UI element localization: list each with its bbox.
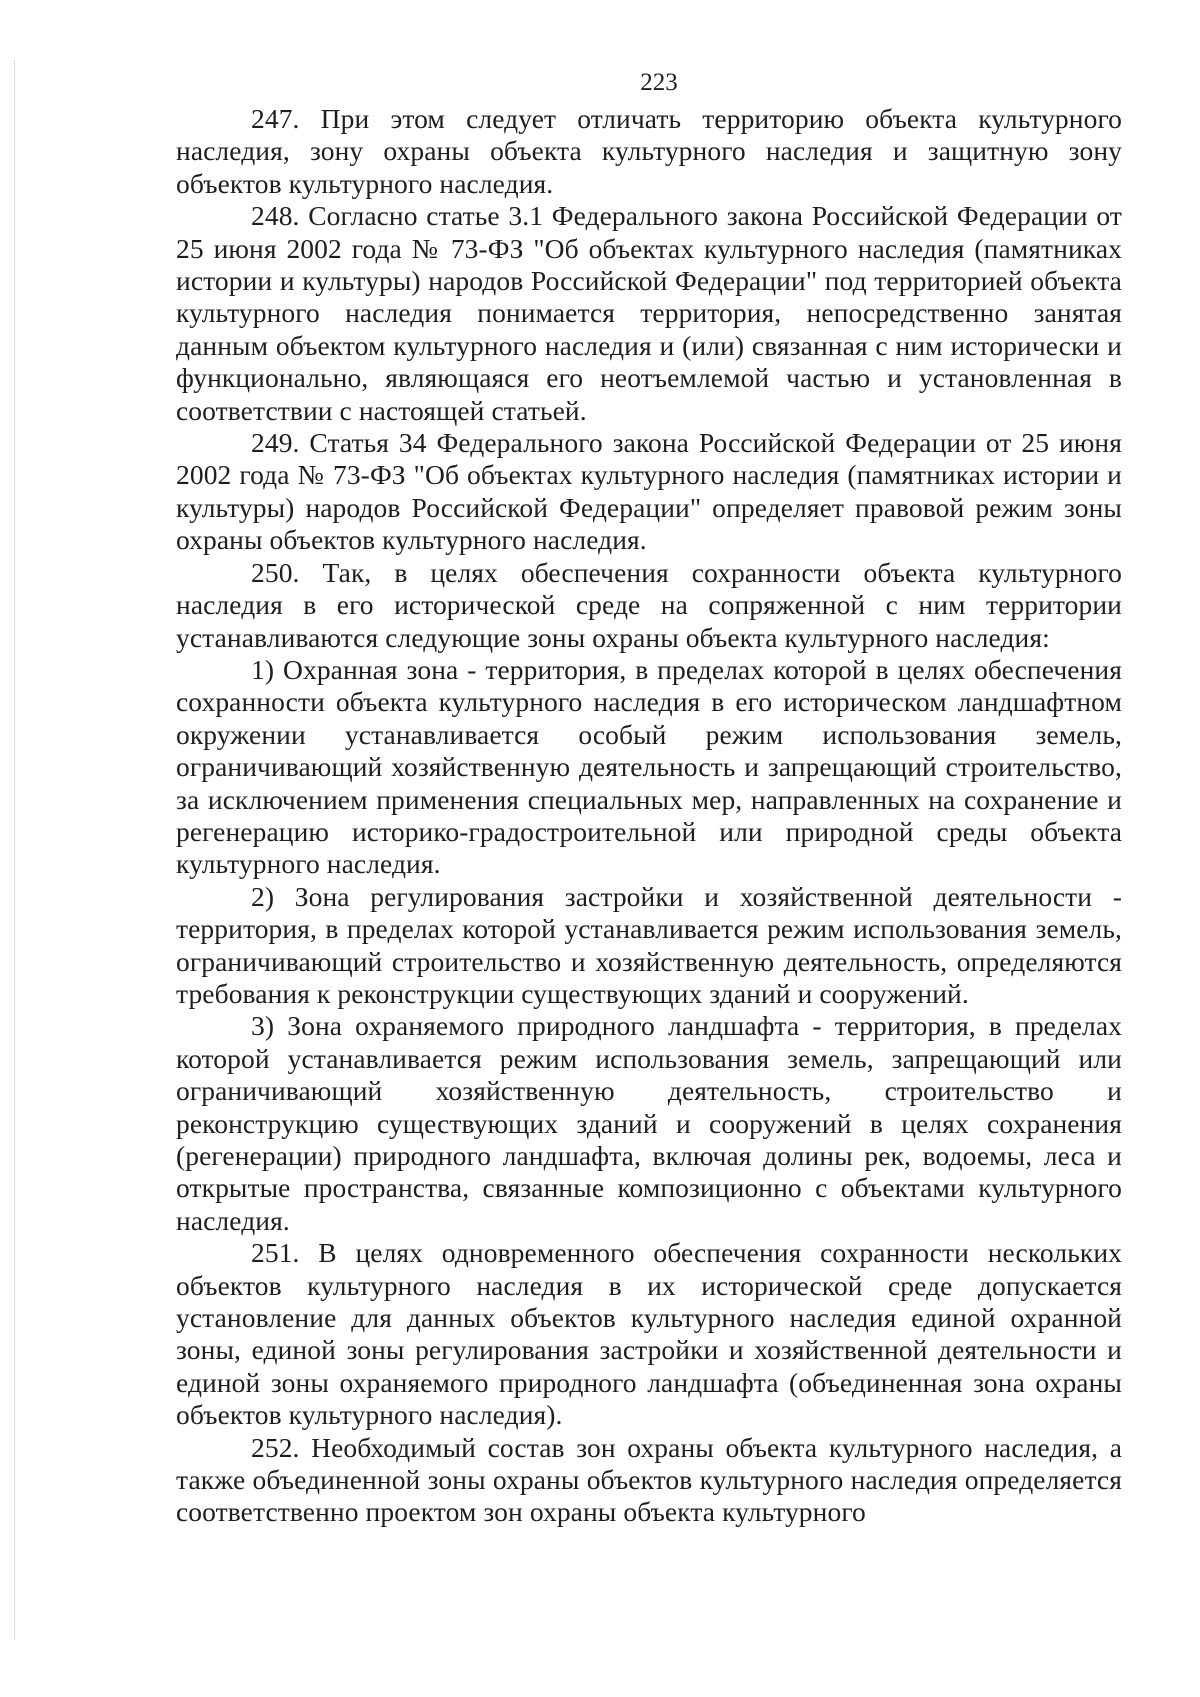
paragraph-251: 251. В целях одновременного обеспечения сохранности нескольких объектов культурного наследия в их исторической среде допускается установление для данных объектов культурного наследия единой охранной зоны, единой зоны регулирования застройки и хозяйственной деятельности и единой зоны охраняемого природного ландшафта (объединенная зона охраны объектов культурного наследия). [176, 1237, 1122, 1431]
list-item-3-protected-landscape-zone: 3) Зона охраняемого природного ландшафта - территория, в пределах которой устанавливается режим использования земель, запрещающий или ограничивающий хозяйственную деятельность, строительство и реконструкцию существующих зданий и сооружений в целях сохранения (регенерации) природного ландшафта, включая долины рек, водоемы, леса и открытые пространства, связанные композиционно с объектами культурного наследия. [176, 1010, 1122, 1236]
paragraph-249: 249. Статья 34 Федерального закона Российской Федерации от 25 июня 2002 года № 73-ФЗ "Об объектах культурного наследия (памятниках истории и культуры) народов Российской Федерации" определяет правовой режим зоны охраны объектов культурного наследия. [176, 427, 1122, 556]
paragraph-247: 247. При этом следует отличать территорию объекта культурного наследия, зону охраны объекта культурного наследия и защитную зону объектов культурного наследия. [176, 103, 1122, 199]
paragraph-248: 248. Согласно статье 3.1 Федерального закона Российской Федерации от 25 июня 2002 года № 73-ФЗ "Об объектах культурного наследия (памятниках истории и культуры) народов Российской Федерации" под территорией объекта культурного наследия понимается территория, непосредственно занятая данным объектом культурного наследия и (или) связанная с ним исторически и функционально, являющаяся его неотъемлемой частью и установленная в соответствии с настоящей статьей. [176, 200, 1122, 426]
list-item-1-protection-zone: 1) Охранная зона - территория, в пределах которой в целях обеспечения сохранности объекта культурного наследия в его историческом ландшафтном окружении устанавливается особый режим использования земель, ограничивающий хозяйственную деятельность и запрещающий строительство, за исключением применения специальных мер, направленных на сохранение и регенерацию историко-градостроительной или природной среды объекта культурного наследия. [176, 653, 1122, 880]
page-number: 223 [640, 69, 678, 96]
paragraph-252: 252. Необходимый состав зон охраны объекта культурного наследия, а также объединенной зоны охраны объектов культурного наследия определяется соответственно проектом зон охраны объекта культурного [176, 1431, 1122, 1528]
scan-edge-line [14, 60, 15, 1640]
paragraph-250: 250. Так, в целях обеспечения сохранности объекта культурного наследия в его исторической среде на сопряженной с ним территории устанавливаются следующие зоны охраны объекта культурного наследия: [176, 556, 1122, 653]
document-page [176, 70, 1122, 1529]
list-item-2-development-regulation-zone: 2) Зона регулирования застройки и хозяйственной деятельности - территория, в пределах которой устанавливается режим использования земель, ограничивающий строительство и хозяйственную деятельность, определяются требования к реконструкции существующих зданий и сооружений. [176, 880, 1122, 1009]
